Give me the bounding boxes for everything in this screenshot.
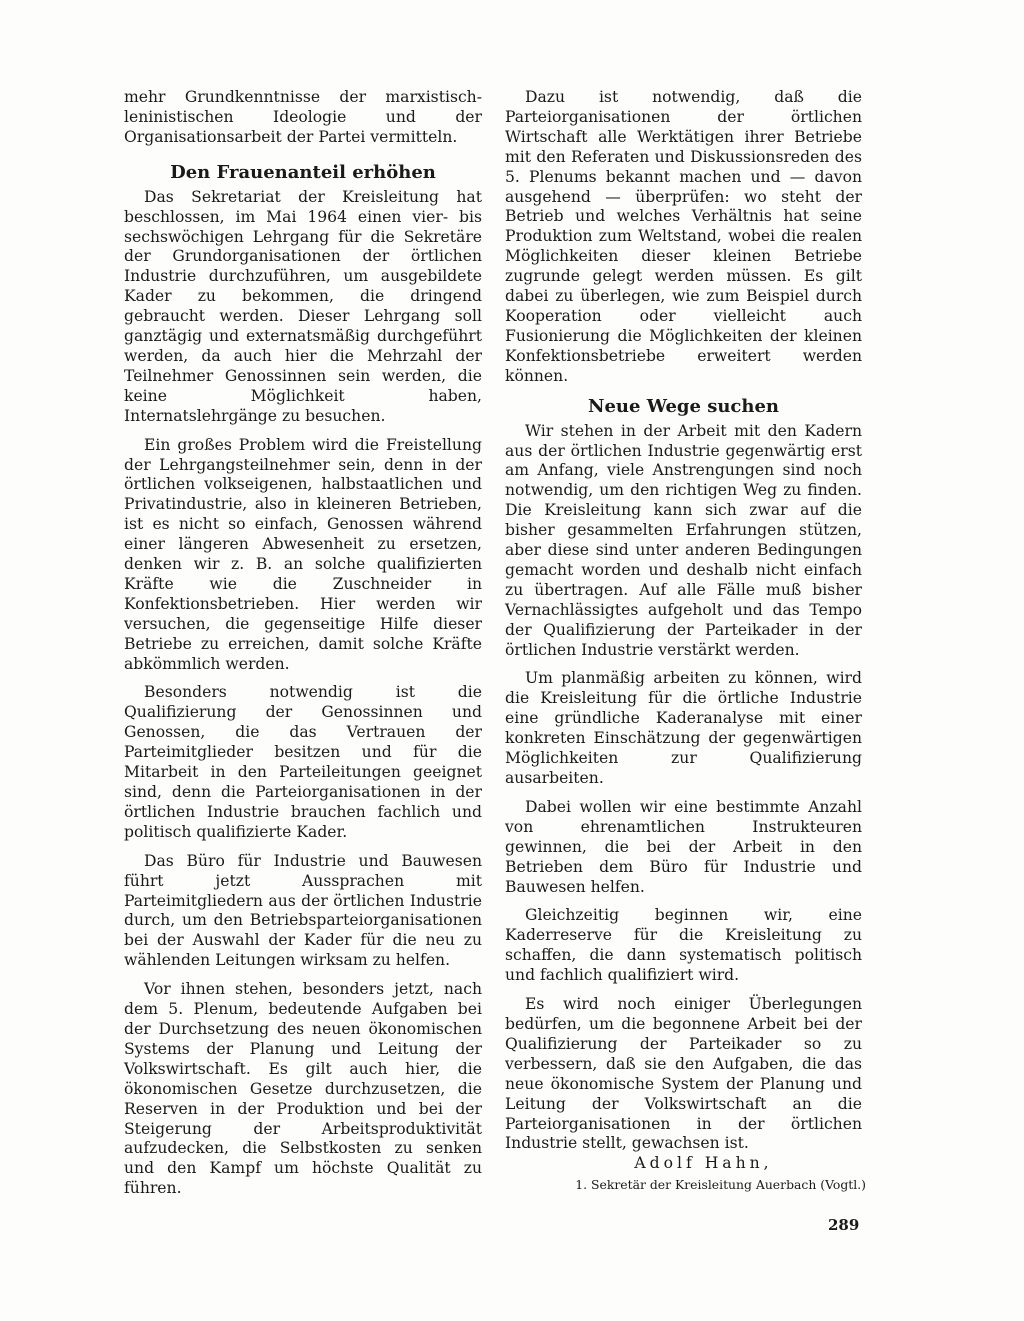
paragraph-right-3: Um planmäßig arbeiten zu können, wird die Kreisleitung für die örtliche Industrie eine gründliche Kaderanalyse mit einer konkreten Einschätzung der gegenwärtigen Möglichkeiten zur Qualifizierung ausarbeiten. xyxy=(505,669,862,787)
heading-neue-wege: Neue Wege suchen xyxy=(587,395,780,417)
paragraph-right-2: Wir stehen in der Arbeit mit den Kadern aus der örtlichen Industrie gegenwärtig erst am Anfang, viele Anstrengungen sind noch notwendig, um den richtigen Weg zu finden. Die Kreisleitung kann sich zwar auf die bisher gesammelten Erfahrungen stützen, aber diese sind unter anderen Bedingungen gemacht worden und deshalb nicht einfach zu übertragen. Auf alle Fälle muß bisher Vernachlässigtes aufgeholt und das Tempo der Qualifizierung der Parteikader in der örtlichen Industrie verstärkt werden. xyxy=(505,421,862,659)
author-role: 1. Sekretär der Kreisleitung Auerbach (Vogtl.) xyxy=(575,1177,866,1193)
paragraph-right-1: Dazu ist notwendig, daß die Parteiorganisationen der örtlichen Wirtschaft alle Werktätigen ihrer Betriebe mit den Referaten und Diskussionsreden des 5. Plenums bekannt machen und — davon ausgehend — überprüfen: wo steht der Betrieb und welches Verhältnis hat seine Produktion zum Weltstand, wobei die realen Möglichkeiten dieser kleinen Betriebe zugrunde gelegt werden müssen. Es gilt dabei zu überlegen, wie zum Beispiel durch Kooperation oder vielleicht auch Fusionierung die Möglichkeiten der kleinen Konfektionsbetriebe erweitert werden können. xyxy=(505,88,862,385)
heading-frauenanteil: Den Frauenanteil erhöhen xyxy=(170,161,436,183)
author-name: Adolf Hahn, xyxy=(634,1154,773,1173)
left-column xyxy=(124,88,482,1208)
right-column xyxy=(505,88,866,1194)
paragraph-right-6: Es wird noch einiger Überlegungen bedürfen, um die begonnene Arbeit bei der Qualifizierung der Parteikader so zu verbessern, daß sie den Aufgaben, die das neue ökonomische System der Planung und Leitung der Volkswirtschaft an die Parteiorganisationen in der örtlichen Industrie stellt, gewachsen ist. xyxy=(505,995,862,1153)
paragraph-right-4: Dabei wollen wir eine bestimmte Anzahl von ehrenamtlichen Instrukteuren gewinnen, die bei der Arbeit in den Betrieben dem Büro für Industrie und Bauwesen helfen. xyxy=(505,797,862,896)
paragraph-left-3: Besonders notwendig ist die Qualifizierung der Genossinnen und Genossen, die das Vertrauen der Parteimitglieder besitzen und für die Mitarbeit in den Parteileitungen geeignet sind, denn die Parteiorganisationen in der örtlichen Industrie brauchen fachlich und politisch qualifizierte Kader. xyxy=(124,683,482,841)
paragraph-left-2: Ein großes Problem wird die Freistellung der Lehrgangsteilnehmer sein, denn in der örtlichen volkseigenen, halbstaatlichen und Privatindustrie, also in kleineren Betrieben, ist es nicht so einfach, Genossen während einer längeren Abwesenheit zu ersetzen, denken wir z. B. an solche qualifizierten Kräfte wie die Zuschneider in Konfektionsbetrieben. Hier werden wir versuchen, die gegenseitige Hilfe dieser Betriebe zu erreichen, damit solche Kräfte abkömmlich werden. xyxy=(124,435,482,673)
page-number: 289 xyxy=(828,1216,860,1234)
paragraph-left-5: Vor ihnen stehen, besonders jetzt, nach dem 5. Plenum, bedeutende Aufgaben bei der Durchsetzung des neuen ökonomischen Systems der Planung und Leitung der Volkswirtschaft. Es gilt auch hier, die ökonomischen Gesetze durchzusetzen, die Reserven in der Produktion und bei der Steigerung der Arbeitsproduktivität aufzudecken, die Selbstkosten zu senken und den Kampf um höchste Qualität zu führen. xyxy=(124,980,482,1198)
paragraph-right-5: Gleichzeitig beginnen wir, eine Kaderreserve für die Kreisleitung zu schaffen, die dann systematisch politisch und fachlich qualifiziert wird. xyxy=(505,906,862,985)
paragraph-left-1: Das Sekretariat der Kreisleitung hat beschlossen, im Mai 1964 einen vier- bis sechswöchigen Lehrgang für die Sekretäre der Grundorganisationen der örtlichen Industrie durchzuführen, um ausgebildete Kader zu bekommen, die dringend gebraucht werden. Dieser Lehrgang soll ganztägig und externatsmäßig durchgeführt werden, da auch hier die Mehrzahl der Teilnehmer Genossinnen sein werden, die keine Möglichkeit haben, Internatslehrgänge zu besuchen. xyxy=(124,187,482,425)
paragraph-left-4: Das Büro für Industrie und Bauwesen führt jetzt Aussprachen mit Parteimitgliedern aus der örtlichen Industrie durch, um den Betriebsparteiorganisationen bei der Auswahl der Kader für die neu zu wählenden Leitungen wirksam zu helfen. xyxy=(124,851,482,970)
paragraph-intro: mehr Grundkenntnisse der marxistisch-leninistischen Ideologie und der Organisationsarbeit der Partei vermitteln. xyxy=(124,88,482,146)
